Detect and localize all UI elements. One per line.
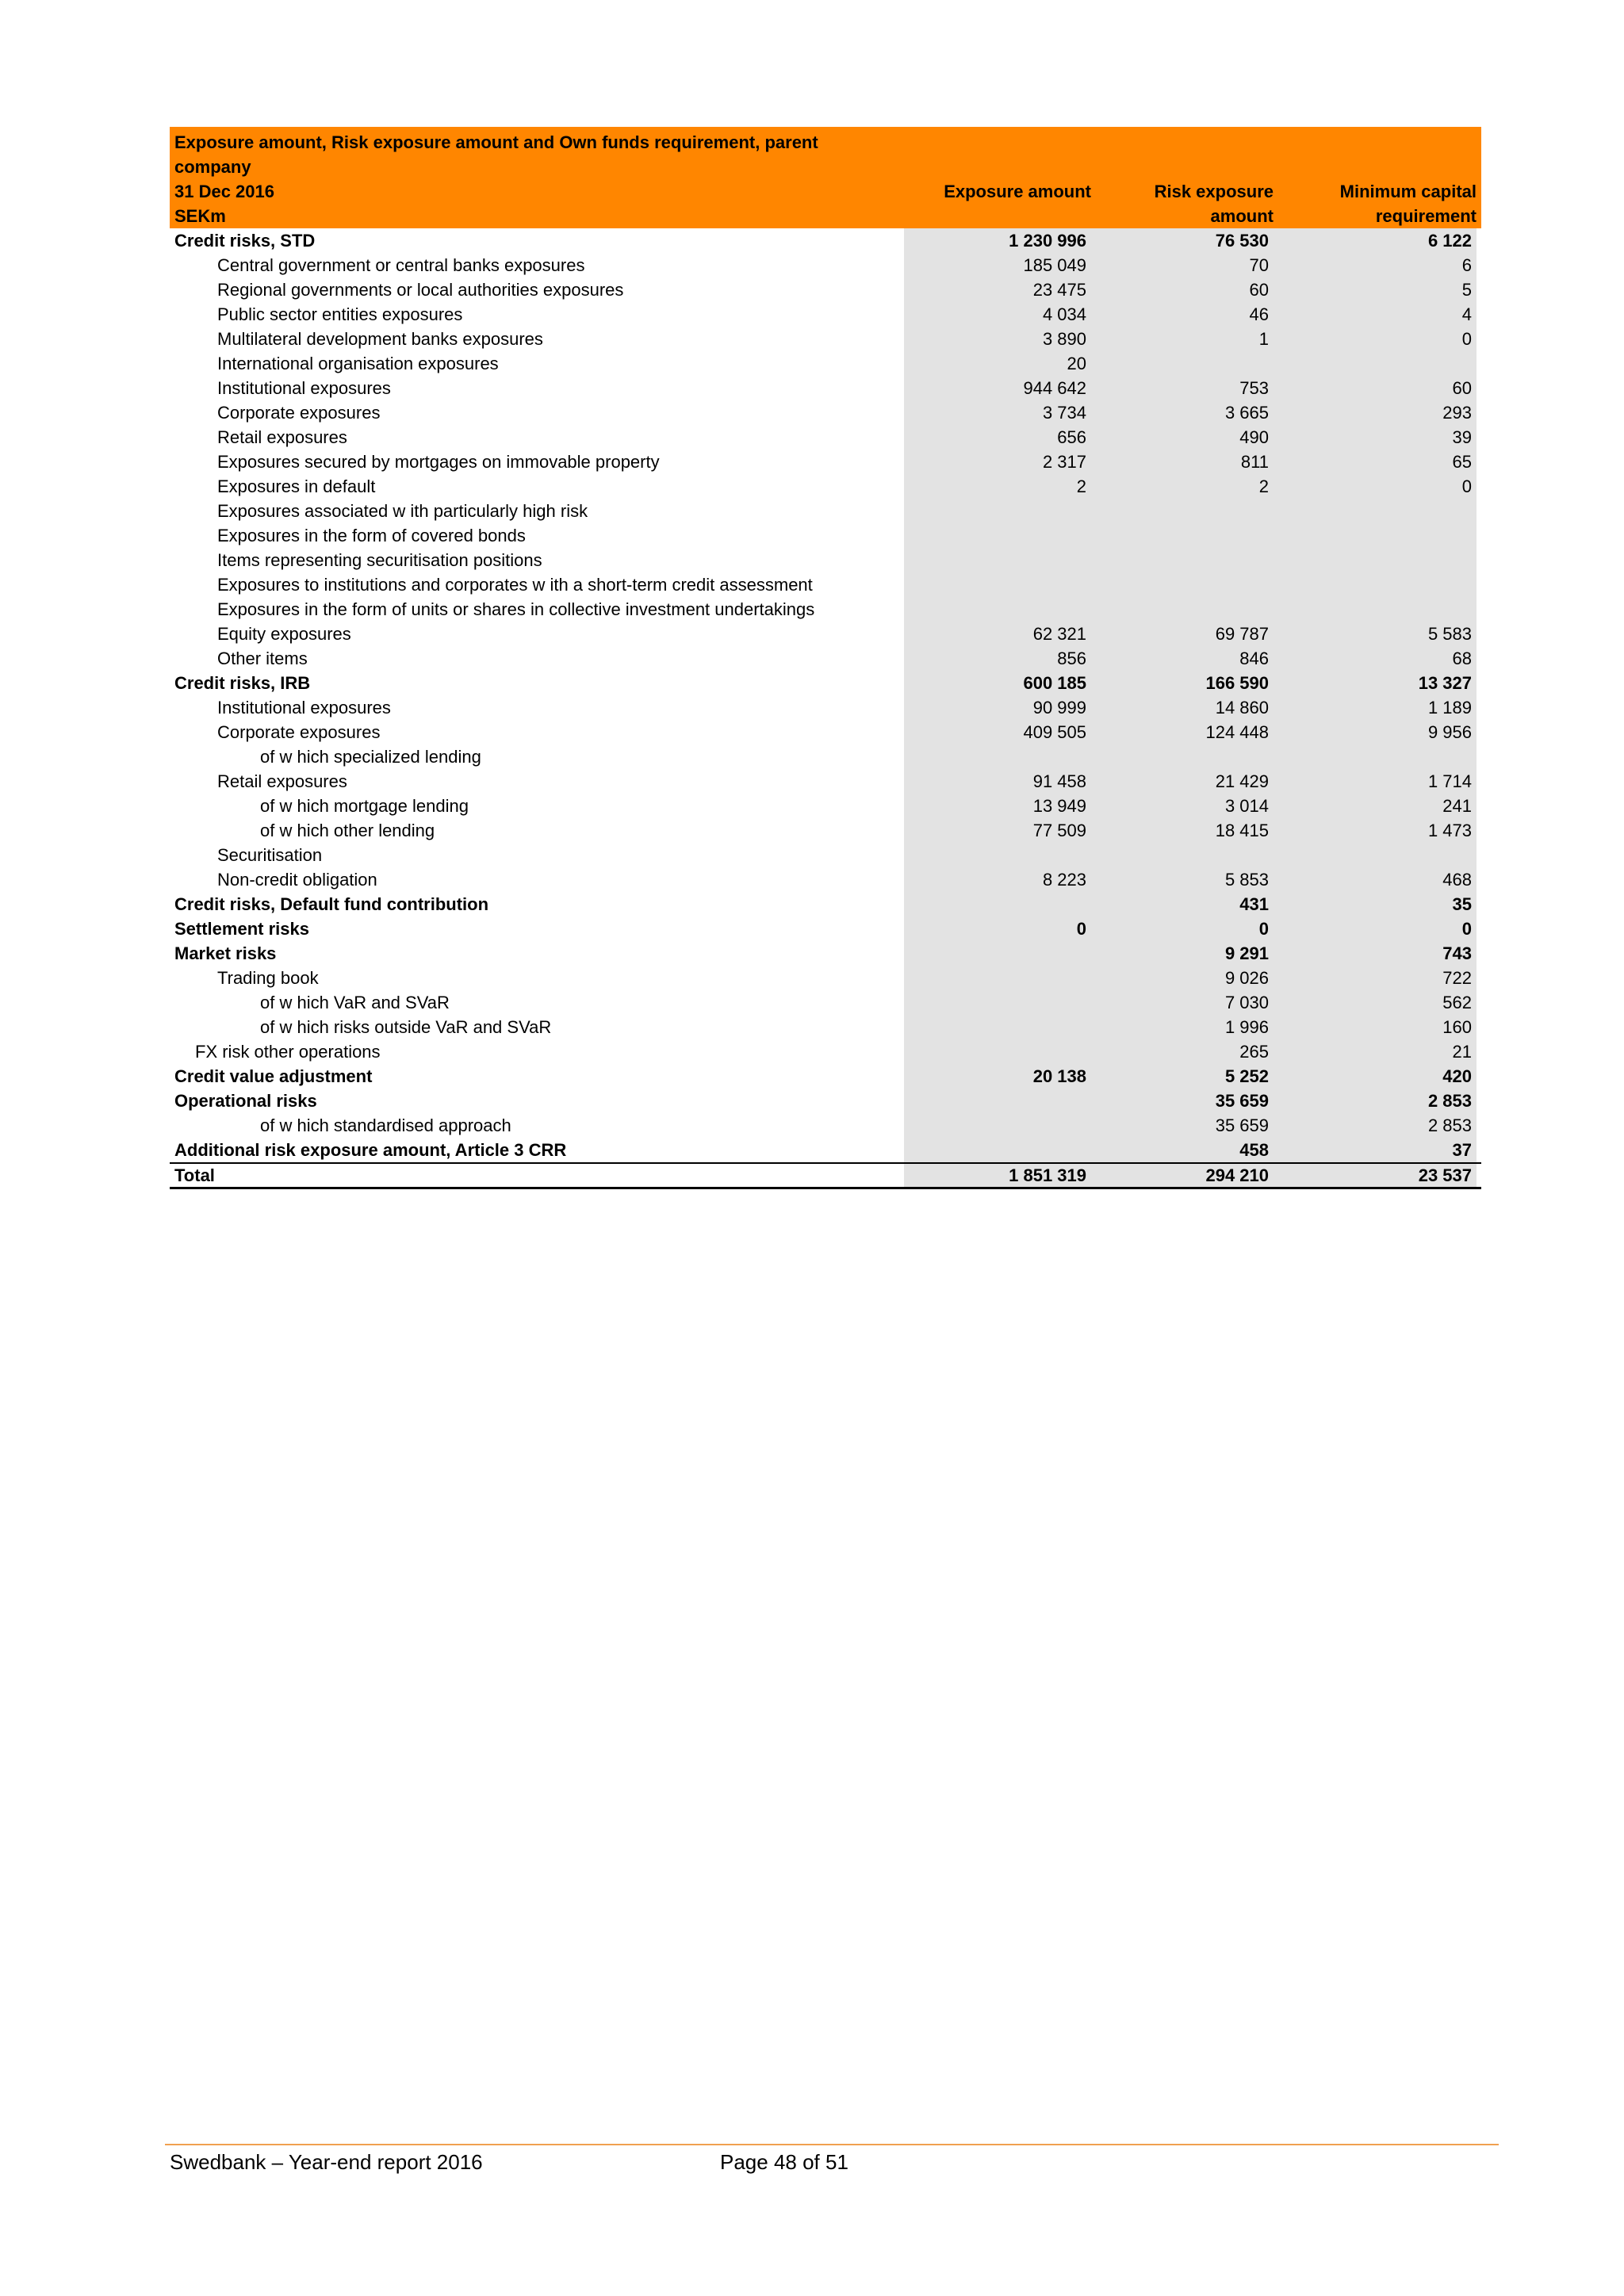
cell-min-capital: 6	[1274, 253, 1477, 277]
cell-min-capital: 468	[1274, 867, 1477, 892]
cell-risk-exposure-amount	[1091, 499, 1274, 523]
cell-risk-exposure-amount: 14 860	[1091, 695, 1274, 720]
cell-exposure-amount: 0	[904, 916, 1091, 941]
table-row	[170, 474, 1481, 499]
row-label: Exposures in the form of covered bonds	[217, 526, 526, 545]
cell-exposure-amount	[904, 1138, 1091, 1162]
cell-exposure-amount: 4 034	[904, 302, 1091, 327]
col3-label-b: requirement	[1375, 206, 1477, 226]
cell-min-capital: 2 853	[1274, 1113, 1477, 1138]
row-label: Credit risks, IRB	[174, 673, 311, 693]
row-label: Credit risks, Default fund contribution	[174, 894, 489, 914]
row-label: Institutional exposures	[217, 698, 391, 718]
row-label: of w hich risks outside VaR and SVaR	[260, 1017, 552, 1037]
table-row	[170, 646, 1481, 671]
table-row	[170, 794, 1481, 818]
cell-exposure-amount: 409 505	[904, 720, 1091, 744]
cell-min-capital: 562	[1274, 990, 1477, 1015]
table-row	[170, 1039, 1481, 1064]
col2-label-a: Risk exposure	[1154, 182, 1274, 201]
table-row	[170, 523, 1481, 548]
row-label: Regional governments or local authorities exposures	[217, 280, 624, 300]
cell-min-capital: 293	[1274, 400, 1477, 425]
table-row	[170, 892, 1481, 916]
cell-min-capital: 4	[1274, 302, 1477, 327]
cell-exposure-amount	[904, 1015, 1091, 1039]
row-label: Central government or central banks exposures	[217, 255, 585, 275]
cell-min-capital	[1274, 843, 1477, 867]
row-label: of w hich specialized lending	[260, 747, 481, 767]
cell-exposure-amount: 2	[904, 474, 1091, 499]
cell-min-capital: 0	[1274, 916, 1477, 941]
table-row	[170, 843, 1481, 867]
cell-exposure-amount: 3 734	[904, 400, 1091, 425]
row-label: of w hich standardised approach	[260, 1115, 511, 1135]
col3-label-a: Minimum capital	[1339, 182, 1477, 201]
cell-min-capital: 5 583	[1274, 622, 1477, 646]
row-label: Settlement risks	[174, 919, 309, 939]
cell-min-capital	[1274, 572, 1477, 597]
cell-risk-exposure-amount: 1	[1091, 327, 1274, 351]
cell-risk-exposure-amount: 3 014	[1091, 794, 1274, 818]
table-row	[170, 966, 1481, 990]
row-label: International organisation exposures	[217, 354, 499, 373]
cell-min-capital: 743	[1274, 941, 1477, 966]
footer-page-number: Page 48 of 51	[720, 2150, 848, 2174]
row-label: Total	[174, 1165, 215, 1185]
table-row	[170, 228, 1481, 253]
cell-exposure-amount	[904, 1113, 1091, 1138]
cell-risk-exposure-amount	[1091, 523, 1274, 548]
cell-exposure-amount	[904, 990, 1091, 1015]
cell-risk-exposure-amount: 1 996	[1091, 1015, 1274, 1039]
table-row	[170, 695, 1481, 720]
table-row	[170, 548, 1481, 572]
table-row	[170, 867, 1481, 892]
cell-risk-exposure-amount: 458	[1091, 1138, 1274, 1162]
cell-risk-exposure-amount: 753	[1091, 376, 1274, 400]
cell-exposure-amount: 1 230 996	[904, 228, 1091, 253]
unit-label: SEKm	[174, 206, 226, 226]
row-label: Retail exposures	[217, 771, 347, 791]
cell-min-capital: 35	[1274, 892, 1477, 916]
table-title: Exposure amount, Risk exposure amount and Own funds requirement, parent company	[174, 132, 818, 177]
cell-risk-exposure-amount	[1091, 548, 1274, 572]
row-label: Market risks	[174, 943, 277, 963]
row-label: Exposures in the form of units or shares in collective investment undertakings	[217, 599, 815, 619]
cell-risk-exposure-amount: 9 291	[1091, 941, 1274, 966]
table-row	[170, 769, 1481, 794]
table-row	[170, 744, 1481, 769]
cell-risk-exposure-amount: 811	[1091, 450, 1274, 474]
row-label: Multilateral development banks exposures	[217, 329, 543, 349]
col-min-capital	[1278, 179, 1481, 228]
cell-risk-exposure-amount	[1091, 744, 1274, 769]
table-row	[170, 302, 1481, 327]
cell-exposure-amount: 13 949	[904, 794, 1091, 818]
cell-exposure-amount: 3 890	[904, 327, 1091, 351]
col1-label: Exposure amount	[944, 182, 1091, 201]
row-label: Retail exposures	[217, 427, 347, 447]
row-label: Additional risk exposure amount, Article 3 CRR	[174, 1140, 567, 1160]
cell-risk-exposure-amount: 846	[1091, 646, 1274, 671]
cell-min-capital: 13 327	[1274, 671, 1477, 695]
row-label: Non-credit obligation	[217, 870, 377, 890]
cell-risk-exposure-amount	[1091, 351, 1274, 376]
cell-min-capital	[1274, 597, 1477, 622]
cell-risk-exposure-amount: 18 415	[1091, 818, 1274, 843]
table-row	[170, 1015, 1481, 1039]
row-label: Operational risks	[174, 1091, 317, 1111]
cell-min-capital: 5	[1274, 277, 1477, 302]
cell-risk-exposure-amount: 35 659	[1091, 1089, 1274, 1113]
cell-min-capital: 722	[1274, 966, 1477, 990]
table-row	[170, 1064, 1481, 1089]
cell-risk-exposure-amount	[1091, 572, 1274, 597]
cell-exposure-amount	[904, 843, 1091, 867]
cell-exposure-amount: 656	[904, 425, 1091, 450]
table-row	[170, 277, 1481, 302]
table-row	[170, 916, 1481, 941]
cell-risk-exposure-amount: 46	[1091, 302, 1274, 327]
table-row	[170, 1138, 1481, 1162]
cell-min-capital: 241	[1274, 794, 1477, 818]
cell-min-capital: 68	[1274, 646, 1477, 671]
table-row	[170, 1089, 1481, 1113]
cell-exposure-amount: 944 642	[904, 376, 1091, 400]
row-label: of w hich mortgage lending	[260, 796, 469, 816]
cell-exposure-amount	[904, 523, 1091, 548]
table-row	[170, 351, 1481, 376]
cell-min-capital: 23 537	[1274, 1164, 1477, 1187]
cell-exposure-amount: 20	[904, 351, 1091, 376]
cell-min-capital	[1274, 523, 1477, 548]
cell-exposure-amount	[904, 1039, 1091, 1064]
table-row	[170, 941, 1481, 966]
row-label: Equity exposures	[217, 624, 351, 644]
cell-exposure-amount	[904, 941, 1091, 966]
cell-risk-exposure-amount: 2	[1091, 474, 1274, 499]
cell-risk-exposure-amount: 124 448	[1091, 720, 1274, 744]
row-label: Credit value adjustment	[174, 1066, 373, 1086]
cell-risk-exposure-amount: 5 853	[1091, 867, 1274, 892]
cell-min-capital: 65	[1274, 450, 1477, 474]
cell-exposure-amount	[904, 548, 1091, 572]
cell-exposure-amount	[904, 499, 1091, 523]
cell-exposure-amount: 20 138	[904, 1064, 1091, 1089]
table-row	[170, 253, 1481, 277]
cell-min-capital: 420	[1274, 1064, 1477, 1089]
row-label: Credit risks, STD	[174, 231, 316, 251]
cell-min-capital: 2 853	[1274, 1089, 1477, 1113]
cell-risk-exposure-amount: 431	[1091, 892, 1274, 916]
table-row	[170, 720, 1481, 744]
table-body	[170, 228, 1481, 1189]
cell-risk-exposure-amount: 35 659	[1091, 1113, 1274, 1138]
cell-min-capital: 60	[1274, 376, 1477, 400]
cell-risk-exposure-amount: 3 665	[1091, 400, 1274, 425]
row-label: Trading book	[217, 968, 319, 988]
footer-divider	[165, 2144, 1499, 2145]
cell-min-capital: 0	[1274, 474, 1477, 499]
table-row	[170, 990, 1481, 1015]
table-row	[170, 499, 1481, 523]
row-label: Securitisation	[217, 845, 323, 865]
col2-label-b: amount	[1210, 206, 1274, 226]
cell-min-capital: 37	[1274, 1138, 1477, 1162]
cell-risk-exposure-amount: 265	[1091, 1039, 1274, 1064]
table-row	[170, 425, 1481, 450]
cell-risk-exposure-amount: 76 530	[1091, 228, 1274, 253]
cell-risk-exposure-amount	[1091, 843, 1274, 867]
cell-risk-exposure-amount	[1091, 597, 1274, 622]
table-row	[170, 327, 1481, 351]
cell-risk-exposure-amount: 490	[1091, 425, 1274, 450]
table-row	[170, 818, 1481, 843]
cell-exposure-amount: 8 223	[904, 867, 1091, 892]
row-label: Exposures in default	[217, 476, 376, 496]
cell-exposure-amount: 77 509	[904, 818, 1091, 843]
row-label: Exposures secured by mortgages on immovable property	[217, 452, 660, 472]
row-label: Institutional exposures	[217, 378, 391, 398]
cell-exposure-amount: 856	[904, 646, 1091, 671]
table-row	[170, 1113, 1481, 1138]
row-label: Exposures to institutions and corporates w ith a short-term credit assessment	[217, 575, 813, 595]
cell-risk-exposure-amount: 0	[1091, 916, 1274, 941]
row-label: Items representing securitisation positions	[217, 550, 542, 570]
table-row	[170, 671, 1481, 695]
row-label: Exposures associated w ith particularly high risk	[217, 501, 588, 521]
col-exposure-amount	[909, 179, 1096, 228]
row-label: Public sector entities exposures	[217, 304, 463, 324]
cell-risk-exposure-amount: 7 030	[1091, 990, 1274, 1015]
cell-min-capital	[1274, 351, 1477, 376]
cell-min-capital	[1274, 744, 1477, 769]
cell-min-capital: 1 189	[1274, 695, 1477, 720]
cell-risk-exposure-amount: 60	[1091, 277, 1274, 302]
header-label	[170, 179, 909, 228]
cell-min-capital: 160	[1274, 1015, 1477, 1039]
cell-exposure-amount	[904, 892, 1091, 916]
row-label: of w hich VaR and SVaR	[260, 993, 450, 1012]
table-row	[170, 400, 1481, 425]
col-risk-exposure-amount	[1096, 179, 1278, 228]
row-label: of w hich other lending	[260, 821, 435, 840]
row-label: Other items	[217, 649, 308, 668]
cell-risk-exposure-amount: 294 210	[1091, 1164, 1274, 1187]
cell-risk-exposure-amount: 5 252	[1091, 1064, 1274, 1089]
cell-exposure-amount: 23 475	[904, 277, 1091, 302]
table-row	[170, 450, 1481, 474]
cell-risk-exposure-amount: 69 787	[1091, 622, 1274, 646]
cell-risk-exposure-amount: 166 590	[1091, 671, 1274, 695]
cell-min-capital: 39	[1274, 425, 1477, 450]
cell-min-capital: 1 473	[1274, 818, 1477, 843]
date-label: 31 Dec 2016	[174, 182, 274, 201]
cell-risk-exposure-amount: 21 429	[1091, 769, 1274, 794]
cell-exposure-amount: 91 458	[904, 769, 1091, 794]
row-label: Corporate exposures	[217, 722, 381, 742]
cell-min-capital: 6 122	[1274, 228, 1477, 253]
cell-min-capital: 1 714	[1274, 769, 1477, 794]
table-row	[170, 572, 1481, 597]
cell-exposure-amount	[904, 572, 1091, 597]
cell-risk-exposure-amount: 9 026	[1091, 966, 1274, 990]
table-row	[170, 376, 1481, 400]
row-label: FX risk other operations	[195, 1042, 381, 1062]
cell-min-capital: 21	[1274, 1039, 1477, 1064]
cell-exposure-amount: 90 999	[904, 695, 1091, 720]
cell-exposure-amount: 62 321	[904, 622, 1091, 646]
table-row	[170, 597, 1481, 622]
exposure-table	[170, 127, 1481, 1189]
cell-exposure-amount	[904, 597, 1091, 622]
table-row	[170, 1162, 1481, 1189]
cell-exposure-amount	[904, 744, 1091, 769]
cell-min-capital: 0	[1274, 327, 1477, 351]
table-header	[170, 127, 1481, 228]
cell-min-capital	[1274, 548, 1477, 572]
table-row	[170, 622, 1481, 646]
column-header-row	[170, 179, 1481, 228]
cell-exposure-amount	[904, 1089, 1091, 1113]
cell-exposure-amount: 2 317	[904, 450, 1091, 474]
cell-exposure-amount: 1 851 319	[904, 1164, 1091, 1187]
cell-exposure-amount: 185 049	[904, 253, 1091, 277]
footer-report-name: Swedbank – Year-end report 2016	[170, 2150, 483, 2174]
cell-exposure-amount	[904, 966, 1091, 990]
cell-min-capital: 9 956	[1274, 720, 1477, 744]
cell-min-capital	[1274, 499, 1477, 523]
row-label: Corporate exposures	[217, 403, 381, 423]
cell-risk-exposure-amount: 70	[1091, 253, 1274, 277]
cell-exposure-amount: 600 185	[904, 671, 1091, 695]
